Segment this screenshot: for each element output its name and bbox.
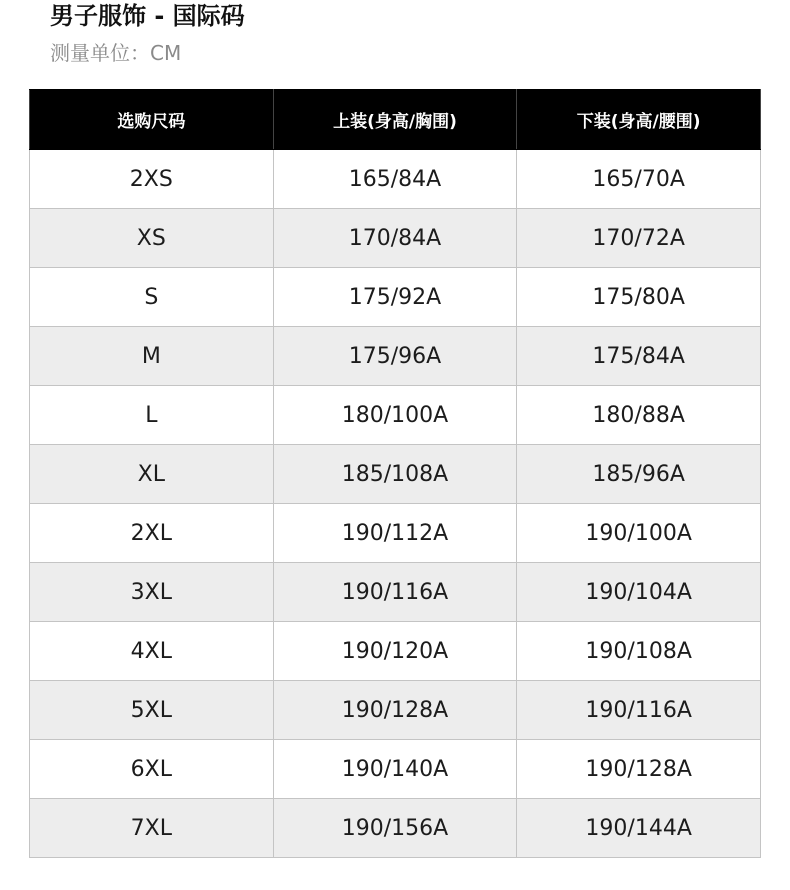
cell-tops: 190/112A [273,504,517,563]
cell-tops: 170/84A [273,209,517,268]
cell-size: 4XL [30,622,274,681]
header-bottoms: 下装(身高/腰围) [517,90,761,150]
page-title: 男子服饰 - 国际码 [50,2,245,30]
cell-size: L [30,386,274,445]
table-row [30,445,761,504]
cell-size: 6XL [30,740,274,799]
table-row [30,327,761,386]
table-row [30,681,761,740]
cell-bottoms: 165/70A [517,150,761,209]
header-tops: 上装(身高/胸围) [273,90,517,150]
table-row [30,563,761,622]
cell-tops: 190/156A [273,799,517,858]
cell-bottoms: 170/72A [517,209,761,268]
table-row [30,268,761,327]
cell-bottoms: 190/108A [517,622,761,681]
size-chart-table [29,89,761,858]
table-row [30,386,761,445]
table-row [30,150,761,209]
cell-size: 2XL [30,504,274,563]
cell-bottoms: 190/104A [517,563,761,622]
table-row [30,622,761,681]
cell-tops: 190/128A [273,681,517,740]
cell-size: XL [30,445,274,504]
cell-bottoms: 190/128A [517,740,761,799]
cell-tops: 190/120A [273,622,517,681]
cell-tops: 165/84A [273,150,517,209]
cell-bottoms: 190/144A [517,799,761,858]
cell-size: 7XL [30,799,274,858]
header-size: 选购尺码 [30,90,274,150]
cell-tops: 180/100A [273,386,517,445]
cell-size: 3XL [30,563,274,622]
cell-tops: 190/140A [273,740,517,799]
cell-size: 2XS [30,150,274,209]
cell-bottoms: 175/80A [517,268,761,327]
table-row [30,504,761,563]
cell-bottoms: 175/84A [517,327,761,386]
table-row [30,740,761,799]
cell-tops: 175/96A [273,327,517,386]
table-body [30,150,761,858]
cell-bottoms: 185/96A [517,445,761,504]
cell-size: M [30,327,274,386]
measurement-unit: 测量单位：CM [50,41,182,65]
cell-bottoms: 190/100A [517,504,761,563]
table-row [30,799,761,858]
cell-bottoms: 180/88A [517,386,761,445]
cell-size: XS [30,209,274,268]
cell-bottoms: 190/116A [517,681,761,740]
table-row [30,209,761,268]
cell-size: 5XL [30,681,274,740]
table-header-row [30,90,761,150]
cell-tops: 190/116A [273,563,517,622]
cell-size: S [30,268,274,327]
cell-tops: 185/108A [273,445,517,504]
cell-tops: 175/92A [273,268,517,327]
